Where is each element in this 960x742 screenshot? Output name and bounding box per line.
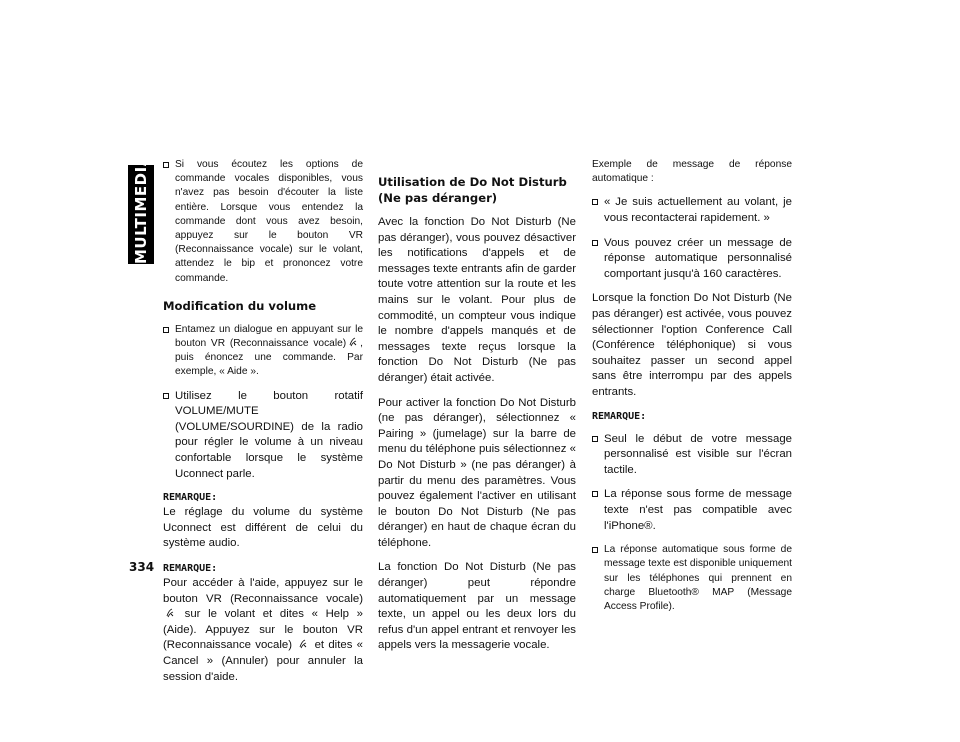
column-right — [592, 158, 792, 623]
remark-text-part: Pour accéder à l'aide, appuyez sur le bouton VR (Reconnaissance vocale) — [163, 576, 363, 605]
voice-command-icon — [348, 337, 358, 347]
section-heading: Utilisation de Do Not Disturb (Ne pas déranger) — [378, 175, 567, 205]
bullet-item — [592, 432, 792, 479]
bullet-text: , puis énoncez une commande. Par exemple, « Aide ». — [175, 338, 363, 378]
bullet-text: Seul le début de votre message personnalisé est visible sur l'écran tactile. — [604, 432, 792, 476]
page-number: 334 — [129, 560, 155, 574]
remark-block — [163, 562, 363, 685]
remark-label: REMARQUE: — [592, 410, 647, 422]
bullet-item — [592, 236, 792, 283]
bullet-text: Vous pouvez créer un message de réponse automatique personnalisé comportant jusqu'à 160 caractères. — [604, 236, 792, 280]
remark-block — [163, 491, 363, 552]
bullet-text: La réponse automatique sous forme de message texte est disponible uniquement sur les téléphones qui prennent en charge Bluetooth® MAP (Message Access Profile). — [604, 544, 792, 612]
bullet-text: Entamez un dialogue en appuyant sur le bouton VR (Reconnaissance vocale) — [175, 323, 363, 350]
paragraph: La fonction Do Not Disturb (Ne pas déranger) peut répondre automatiquement par un message texte, un appel ou les deux lors du refus d'un appel entrant et renvoyer les appels vers la messagerie vocale. — [378, 561, 576, 652]
paragraph: Exemple de message de réponse automatique : — [592, 159, 792, 185]
bullet-item — [163, 158, 363, 286]
bullet-box-icon — [163, 162, 169, 168]
paragraph: Avec la fonction Do Not Disturb (Ne pas déranger), vous pouvez désactiver les notifications d'appels et de messages texte entrants afin de garder toute votre attention sur la route et les mains sur le volant. Pour plus de commodité, un compteur vous indique le nombre d'appels manqués et de messages texte reçus lorsque la fonction Do Not Disturb (Ne pas déranger) était activée. — [378, 216, 576, 384]
bullet-box-icon — [592, 547, 598, 553]
remark-text: Le réglage du volume du système Uconnect est différent de celui du système audio. — [163, 506, 363, 550]
bullet-item — [592, 543, 792, 614]
bullet-box-icon — [592, 491, 598, 497]
bullet-box-icon — [163, 393, 169, 399]
column-left — [163, 158, 363, 695]
section-heading: Modification du volume — [163, 298, 317, 313]
voice-command-icon — [165, 608, 175, 618]
remark-text — [163, 576, 363, 685]
voice-command-icon — [298, 639, 308, 649]
bullet-box-icon — [592, 199, 598, 205]
bullet-text: Si vous écoutez les options de commande vocales disponibles, vous n'avez pas besoin d'écouter la liste entière. Lorsque vous entendez la commande dont vous avez besoin, appuyez sur le bouton VR (Reconnaissance vocale) sur le volant, attendez le bip et prononcez votre commande. — [175, 159, 363, 284]
remark-text-part: et dites « Cancel » (Annuler) pour annuler la session d'aide. — [163, 639, 363, 683]
bullet-box-icon — [163, 327, 169, 333]
bullet-text: Utilisez le bouton rotatif VOLUME/MUTE (VOLUME/SOURDINE) de la radio pour régler le volume à un niveau confortable lorsque le système Uconnect parle. — [175, 389, 363, 480]
remark-text-part: sur le volant et dites « Help » (Aide). Appuyez sur le bouton VR (Reconnaissance vocale) — [163, 608, 363, 652]
paragraph: Pour activer la fonction Do Not Disturb (ne pas déranger), sélectionnez « Pairing » (jumelage) sur la barre de menu du téléphone puis sélectionnez « Do Not Disturb » (ne pas déranger) à partir du menu des paramètres. Vous pouvez également l'activer en utilisant le bouton Do Not Disturb (Ne pas déranger) en haut de chaque écran du téléphone. — [378, 396, 576, 549]
bullet-item — [163, 323, 363, 380]
bullet-item — [592, 195, 792, 226]
bullet-box-icon — [592, 436, 598, 442]
section-tab-label: MULTIMEDIA — [132, 154, 150, 264]
bullet-text: « Je suis actuellement au volant, je vous recontacterai rapidement. » — [604, 196, 792, 224]
bullet-item — [163, 389, 363, 483]
bullet-text: La réponse sous forme de message texte n'est pas compatible avec l'iPhone®. — [604, 488, 792, 532]
paragraph: Lorsque la fonction Do Not Disturb (Ne pas déranger) est activée, vous pouvez sélectionner l'option Conference Call (Conférence téléphonique) si vous souhaitez passer un second appel sans être interrompu par des appels entrants. — [592, 292, 792, 398]
bullet-box-icon — [592, 240, 598, 246]
remark-label: REMARQUE: — [163, 492, 218, 504]
bullet-item — [592, 487, 792, 534]
remark-label: REMARQUE: — [163, 562, 218, 574]
column-middle — [378, 158, 576, 663]
